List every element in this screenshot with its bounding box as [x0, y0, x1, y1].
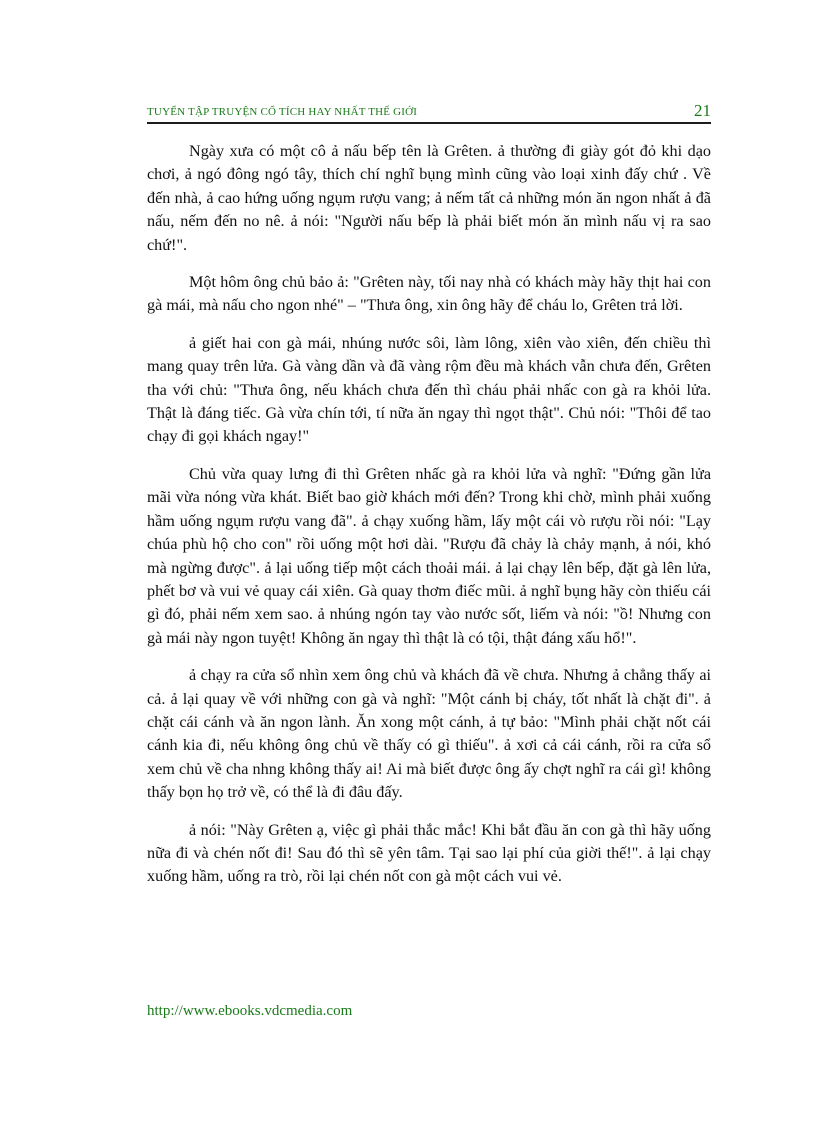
paragraph: ả chạy ra cửa sổ nhìn xem ông chủ và khách đã về chưa. Nhưng ả chẳng thấy ai cả. ả lại quay về với những con gà và nghĩ: "Một cánh bị cháy, tốt nhất là chặt đi". ả chặt cái cánh và ăn ngon lành. Ăn xong một cánh, ả tự bảo: "Mình phải chặt nốt cái cánh kia đi, nếu không ông chủ về thấy có gì thiếu". ả xơi cả cái cánh, rồi ra cửa sổ xem chủ về cha nhng không thấy ai! Ai mà biết được ông ấy chợt nghĩ ra cái gì! không thấy bọn họ trở về, có thể là đi đâu đấy.	[147, 666, 711, 802]
running-header	[147, 100, 711, 124]
paragraph: Chủ vừa quay lưng đi thì Grêten nhấc gà ra khỏi lửa và nghĩ: "Đứng gần lửa mãi vừa nóng vừa khát. Biết bao giờ khách mới đến? Trong khi chờ, mình phải xuống hầm uống ngụm rượu vang đã". ả chạy xuống hầm, lấy một cái vò rượu rồi nói: "Lạy chúa phù hộ cho con" rồi uống một hơi dài. "Rượu đã chảy là chảy mạnh, ả nói, khó mà ngừng được". ả lại uống tiếp một cách thoải mái. ả lại chạy lên bếp, đặt gà lên lửa, phết bơ và vui vẻ quay cái xiên. Gà quay thơm điếc mũi. ả nghĩ bụng hãy còn thiếu cái gì đó, phải nếm xem sao. ả nhúng ngón tay vào nước sốt, liếm và nói: "ồ! Nhưng con gà mái này ngon tuyệt! Không ăn ngay thì thật là có tội, thật đáng xấu hổ!".	[147, 464, 711, 647]
story-body	[147, 140, 711, 903]
paragraph: ả nói: "Này Grêten ạ, việc gì phải thắc mắc! Khi bắt đầu ăn con gà thì hãy uống nữa đi và chén nốt đi! Sau đó thì sẽ yên tâm. Tại sao lại phí của giời thế!". ả lại chạy xuống hầm, uống ra trò, rồi lại chén nốt con gà một cách vui vẻ.	[147, 820, 711, 886]
paragraph: Ngày xưa có một cô ả nấu bếp tên là Grêten. ả thường đi giày gót đỏ khi dạo chơi, ả ngó đông ngó tây, thích chí nghĩ bụng mình cũng vào loại xinh đấy chứ . Về đến nhà, ả cao hứng uống ngụm rượu vang; ả nếm tất cả những món ăn ngon nhất ả đã nấu, nếm đến no nê. ả nói: "Người nấu bếp là phải biết món ăn mình nấu vị ra sao chứ!".	[147, 142, 711, 254]
page-number: 21	[694, 101, 711, 120]
book-title: TUYỂN TẬP TRUYỆN CỔ TÍCH HAY NHẤT THẾ GIỚI	[147, 106, 418, 118]
footer-link[interactable]: http://www.ebooks.vdcmedia.com	[147, 1003, 353, 1019]
paragraph: Một hôm ông chủ bảo ả: "Grêten này, tối nay nhà có khách mày hãy thịt hai con gà mái, mà nấu cho ngon nhé" – "Thưa ông, xin ông hãy để cháu lo, Grêten trả lời.	[147, 273, 711, 315]
paragraph: ả giết hai con gà mái, nhúng nước sôi, làm lông, xiên vào xiên, đến chiều thì mang quay trên lửa. Gà vàng dần và đã vàng rộm đều mà khách vẫn chưa đến, Grêten tha với chủ: "Thưa ông, nếu khách chưa đến thì cháu phải nhấc con gà ra khỏi lửa. Thật là đáng tiếc. Gà vừa chín tới, tí nữa ăn ngay thì ngọt thật". Chủ nói: "Thôi để tao chạy đi gọi khách ngay!"	[147, 333, 711, 446]
